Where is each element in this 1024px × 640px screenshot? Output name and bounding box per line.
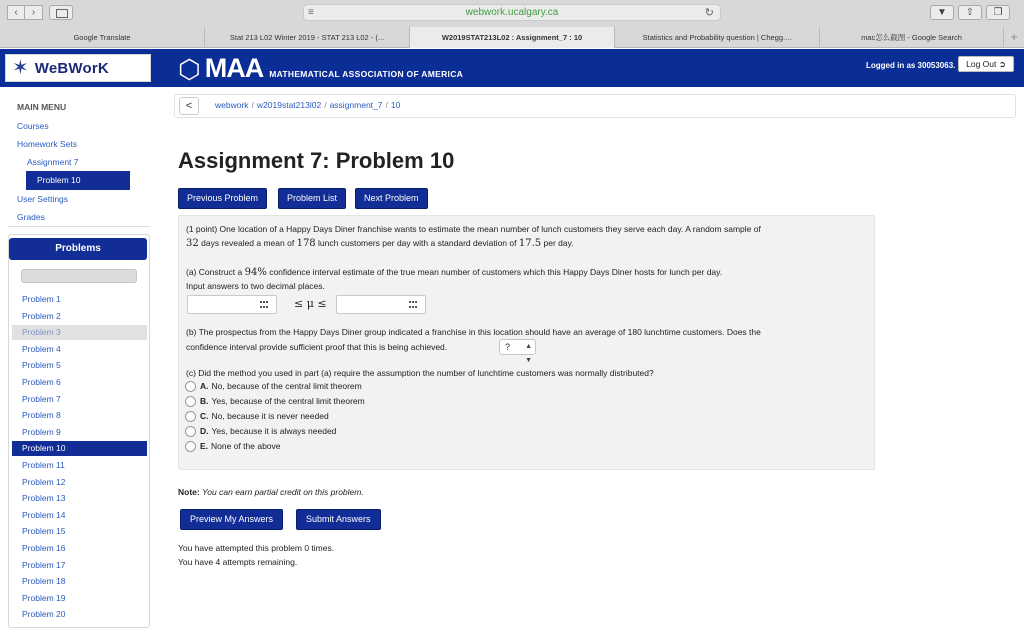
forward-arrow-icon[interactable]: › xyxy=(25,5,43,20)
radio-button[interactable] xyxy=(185,381,196,392)
menu-divider xyxy=(8,226,150,227)
option-text: Yes, because of the central limit theorem xyxy=(211,396,365,406)
problem-list-item[interactable]: Problem 12 xyxy=(22,476,66,487)
problem-list-item[interactable]: Problem 17 xyxy=(22,559,66,570)
lower-bound-input[interactable] xyxy=(187,295,277,314)
part-a-line1 xyxy=(186,266,722,279)
option-letter: C. xyxy=(200,411,209,421)
problem-body xyxy=(178,215,875,470)
part-b-line1: (b) The prospectus from the Happy Days Diner group indicated a franchise in this location should have an average of 180 lunchtime customers. Does the xyxy=(186,327,761,337)
webwork-header xyxy=(0,49,1024,87)
problem-intro-line2 xyxy=(186,237,574,250)
problem-list-item[interactable]: Problem 8 xyxy=(22,410,61,421)
partial-credit-note xyxy=(178,487,364,497)
tab-chegg[interactable]: Statistics and Probability question | Chegg.... xyxy=(615,27,820,48)
menu-homework-sets[interactable]: Homework Sets xyxy=(17,139,77,149)
sample-size: 32 xyxy=(186,238,199,249)
logout-label: Log Out xyxy=(966,59,997,69)
part-b-select[interactable] xyxy=(499,339,536,364)
confidence-level: 94% xyxy=(244,267,267,278)
attempts-remaining: You have 4 attempts remaining. xyxy=(178,557,298,567)
webwork-star-icon: ✶ xyxy=(12,57,29,79)
next-problem-button[interactable]: Next Problem xyxy=(355,188,428,209)
main-menu-title: MAIN MENU xyxy=(17,102,67,112)
tab-google-search[interactable]: mac怎么截图 - Google Search xyxy=(820,27,1004,48)
sample-sd: 17.5 xyxy=(518,238,542,249)
problem-list-item[interactable]: Problem 19 xyxy=(22,592,66,603)
address-bar[interactable] xyxy=(303,4,721,21)
progress-bar xyxy=(21,269,137,283)
previous-problem-button[interactable]: Previous Problem xyxy=(178,188,267,209)
history-nav xyxy=(7,5,43,20)
radio-button[interactable] xyxy=(185,396,196,407)
crumb-separator: / xyxy=(385,100,388,110)
problem-list-item[interactable]: Problem 15 xyxy=(22,526,66,537)
menu-courses[interactable]: Courses xyxy=(17,121,49,131)
page-title: Assignment 7: Problem 10 xyxy=(178,148,455,173)
inequality-mu: ≤ μ ≤ xyxy=(294,297,327,310)
intro-text-c: per day. xyxy=(543,238,574,248)
crumb-course[interactable]: w2019stat213l02 xyxy=(256,100,322,110)
answer-option[interactable] xyxy=(185,439,281,453)
problem-list-item[interactable]: Problem 5 xyxy=(22,360,61,371)
problem-list-item[interactable]: Problem 14 xyxy=(22,509,66,520)
crumb-separator: / xyxy=(324,100,327,110)
part-a-text-1: (a) Construct a xyxy=(186,267,243,277)
problem-list-item[interactable]: Problem 2 xyxy=(22,310,61,321)
problem-list-item[interactable]: Problem 16 xyxy=(22,543,66,553)
radio-button[interactable] xyxy=(185,441,196,452)
share-icon[interactable]: ⇧ xyxy=(958,5,982,20)
part-c-question: (c) Did the method you used in part (a) require the assumption the number of lunchtime customers was normally distributed? xyxy=(186,368,654,378)
webwork-title: WeBWorK xyxy=(34,59,109,77)
tabs-overview-icon[interactable]: ❐ xyxy=(986,5,1010,20)
breadcrumb xyxy=(174,94,1016,118)
select-arrows-icon: ▲ ▼ xyxy=(525,343,532,364)
problems-panel xyxy=(8,234,150,628)
maa-name: MATHEMATICAL ASSOCIATION OF AMERICA xyxy=(269,69,464,79)
new-tab-button[interactable]: + xyxy=(1010,30,1018,44)
note-text: You can earn partial credit on this problem. xyxy=(202,487,364,497)
maa-logo[interactable] xyxy=(178,53,464,84)
problem-list-item[interactable]: Problem 18 xyxy=(22,576,66,587)
problem-list-button[interactable]: Problem List xyxy=(278,188,346,209)
problem-list-item[interactable]: Problem 9 xyxy=(22,426,61,437)
problem-list-item[interactable]: Problem 20 xyxy=(22,609,66,620)
preview-answers-button[interactable]: Preview My Answers xyxy=(180,509,283,530)
download-icon[interactable]: ▼ xyxy=(930,5,954,20)
answer-option[interactable] xyxy=(185,409,329,423)
logged-in-text: Logged in as 30053063. xyxy=(866,61,956,70)
problem-list-item[interactable]: Problem 1 xyxy=(22,294,61,304)
logout-button[interactable] xyxy=(958,56,1014,72)
problem-list-item[interactable]: Problem 10 xyxy=(12,441,147,456)
option-letter: A. xyxy=(200,381,209,391)
problem-intro-line1: (1 point) One location of a Happy Days Diner franchise wants to estimate the mean number of lunch customers they serve each day. A random sample of xyxy=(186,224,761,234)
url-text: webwork.ucalgary.ca xyxy=(465,7,559,18)
crumb-assignment[interactable]: assignment_7 xyxy=(329,100,383,110)
radio-button[interactable] xyxy=(185,426,196,437)
equation-editor-icon[interactable] xyxy=(409,301,417,308)
option-letter: E. xyxy=(200,441,209,451)
maa-icosahedron-icon: ⬡ xyxy=(178,54,201,84)
problem-list-item[interactable]: Problem 6 xyxy=(22,377,61,387)
option-text: Yes, because it is always needed xyxy=(211,426,337,436)
menu-assignment[interactable]: Assignment 7 xyxy=(27,157,79,167)
sample-mean: 178 xyxy=(296,238,316,249)
logout-icon: ➲ xyxy=(998,59,1006,69)
menu-user-settings[interactable]: User Settings xyxy=(17,194,69,204)
option-text: No, because it is never needed xyxy=(211,411,329,421)
problem-list-item[interactable]: Problem 11 xyxy=(22,460,65,470)
problem-list-item[interactable]: Problem 3 xyxy=(12,325,147,340)
answer-option[interactable] xyxy=(185,424,336,438)
breadcrumb-back-button[interactable]: < xyxy=(179,97,199,115)
menu-current-problem[interactable]: Problem 10 xyxy=(26,171,130,190)
tab-bar xyxy=(0,27,1024,48)
option-letter: B. xyxy=(200,396,209,406)
crumb-problem[interactable]: 10 xyxy=(390,100,401,110)
answer-option[interactable] xyxy=(185,394,365,408)
part-b-select-value: ? xyxy=(505,342,511,352)
problem-list-item[interactable]: Problem 4 xyxy=(22,343,61,354)
upper-bound-input[interactable] xyxy=(336,295,426,314)
back-arrow-icon[interactable]: ‹ xyxy=(7,5,25,20)
tab-google-translate[interactable]: Google Translate xyxy=(0,27,205,48)
tab-webwork[interactable]: W2019STAT213L02 : Assignment_7 : 10 xyxy=(410,27,615,48)
part-b-line2: confidence interval provide sufficient proof that this is being achieved. xyxy=(186,342,448,352)
menu-grades[interactable]: Grades xyxy=(17,212,45,222)
option-letter: D. xyxy=(200,426,209,436)
submit-answers-button[interactable]: Submit Answers xyxy=(296,509,381,530)
problem-list-item[interactable]: Problem 7 xyxy=(22,393,61,404)
tab-stat213[interactable]: Stat 213 L02 Winter 2019 - STAT 213 L02 - (... xyxy=(205,27,410,48)
option-text: None of the above xyxy=(211,441,281,451)
radio-button[interactable] xyxy=(185,411,196,422)
crumb-separator: / xyxy=(251,100,254,110)
option-text: No, because of the central limit theorem xyxy=(211,381,362,391)
intro-text-a: days revealed a mean of xyxy=(201,238,295,248)
breadcrumb-trail xyxy=(215,100,400,110)
maa-logo-text: MAA xyxy=(204,53,264,83)
webwork-logo[interactable] xyxy=(5,54,151,82)
reload-icon[interactable]: ↻ xyxy=(704,7,714,19)
equation-editor-icon[interactable] xyxy=(260,301,268,308)
problem-list-item[interactable]: Problem 13 xyxy=(22,493,66,504)
part-a-text-2: confidence interval estimate of the true mean number of customers which this Happy Days Diner hosts for lunch per day. xyxy=(269,267,723,277)
crumb-webwork[interactable]: webwork xyxy=(215,100,249,110)
reader-icon[interactable]: ≡ xyxy=(308,7,314,18)
attempts-made: You have attempted this problem 0 times. xyxy=(178,543,335,553)
answer-option[interactable] xyxy=(185,379,362,393)
note-label: Note: xyxy=(178,487,200,497)
intro-text-b: lunch customers per day with a standard deviation of xyxy=(318,238,517,248)
browser-chrome xyxy=(0,0,1024,48)
problems-panel-title: Problems xyxy=(9,238,147,260)
sidebar-toggle-icon[interactable] xyxy=(49,5,73,20)
part-a-line2: Input answers to two decimal places. xyxy=(186,281,325,291)
